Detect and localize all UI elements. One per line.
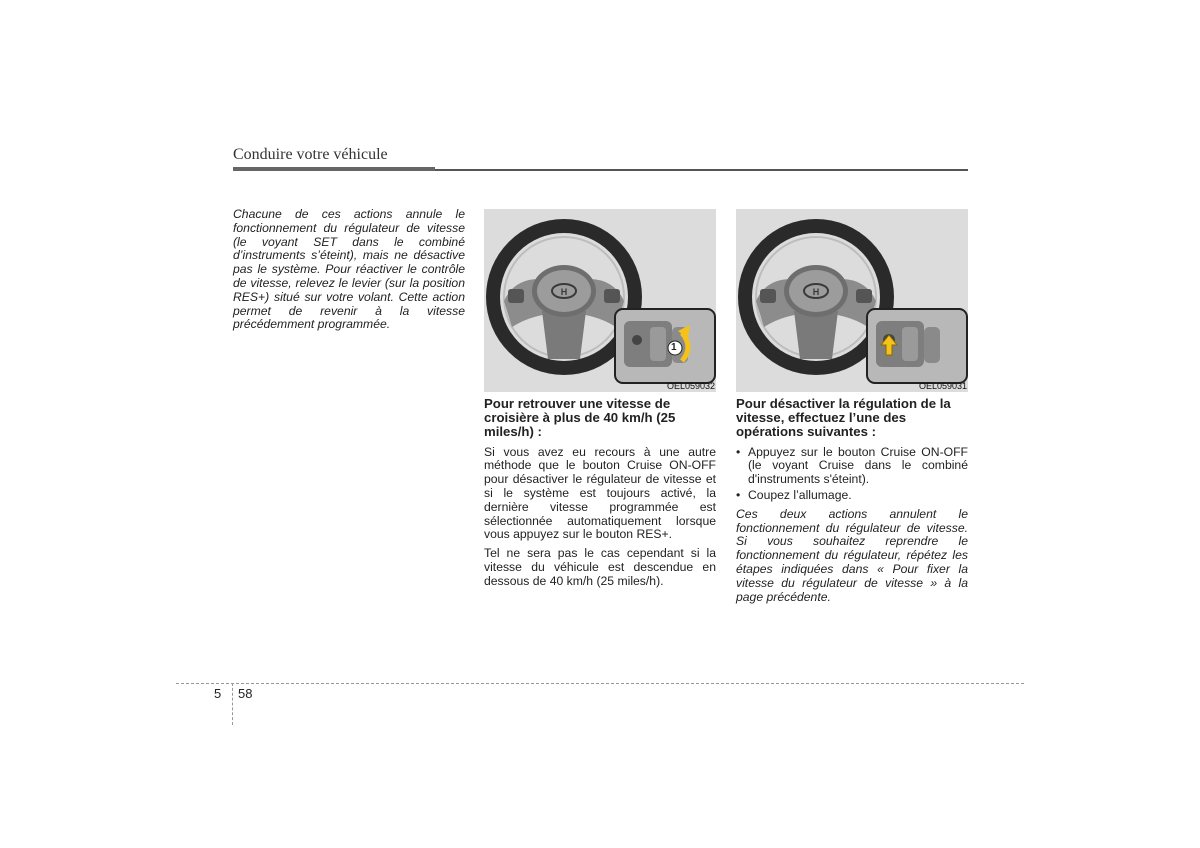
page-number: 58 <box>238 686 253 701</box>
figure-code: OEL059031 <box>918 381 967 391</box>
footer-divider <box>232 683 233 725</box>
steering-wheel-illustration <box>484 209 716 392</box>
steering-wheel-figure-cancel <box>736 209 968 392</box>
chapter-number: 5 <box>214 686 222 701</box>
middle-paragraph-2: Tel ne sera pas le cas cependant si la vitesse du véhicule est descendue en dessous de 40 km/h (25 miles/h). <box>484 546 716 588</box>
middle-column <box>484 397 716 594</box>
steering-wheel-figure-resume <box>484 209 716 392</box>
bullet-marker: • <box>736 444 741 459</box>
middle-heading: Pour retrouver une vitesse de croisière à plus de 40 km/h (25 miles/h) : <box>484 396 676 440</box>
bullet-marker: • <box>736 488 741 502</box>
svg-text:H: H <box>560 287 568 297</box>
callout-number: 1 <box>671 342 677 353</box>
steering-wheel-illustration <box>736 209 968 392</box>
header-rule-thick <box>233 167 435 171</box>
bullet-item <box>736 446 968 487</box>
right-note: Ces deux actions annulent le fonctionnement du régulateur de vitesse. Si vous souhaitez reprendre le fonctionnement du régulateur, répétez les étapes indiquées dans « Pour fixer la vitesse du régulateur de vitesse » à la page précédente. <box>736 506 968 604</box>
middle-paragraph-1: Si vous avez eu recours à une autre méthode que le bouton Cruise ON-OFF pour désactiver le régulateur de vitesse et si le système est toujours activé, la dernière vitesse programmée est sélectionnée automatiquement lorsque vous appuyez sur le bouton RES+. <box>484 444 716 542</box>
bullet-item <box>736 489 968 503</box>
header-rule-thin <box>435 169 968 171</box>
right-heading: Pour désactiver la régulation de la vitesse, effectuez l’une des opérations suivantes : <box>736 396 951 440</box>
bullet-text: Coupez l’allumage. <box>748 488 852 502</box>
right-column <box>736 397 968 609</box>
svg-text:H: H <box>812 287 820 297</box>
left-paragraph: Chacune de ces actions annule le fonctionnement du régulateur de vitesse (le voyant SET dans le combiné d’instruments s’éteint), mais ne désactive pas le système. Pour réactiver le contrôle de vitesse, relevez le levier (sur la position RES+) situé sur votre volant. Cette action permet de revenir à la vitesse précédemment programmée. <box>233 207 465 332</box>
bullet-text: Appuyez sur le bouton Cruise ON-OFF (le voyant Cruise dans le combiné d'instruments s'éteint). <box>748 444 968 487</box>
section-title: Conduire votre véhicule <box>233 146 388 163</box>
figure-code: OEL059032 <box>666 381 715 391</box>
footer-rule <box>176 683 1024 684</box>
